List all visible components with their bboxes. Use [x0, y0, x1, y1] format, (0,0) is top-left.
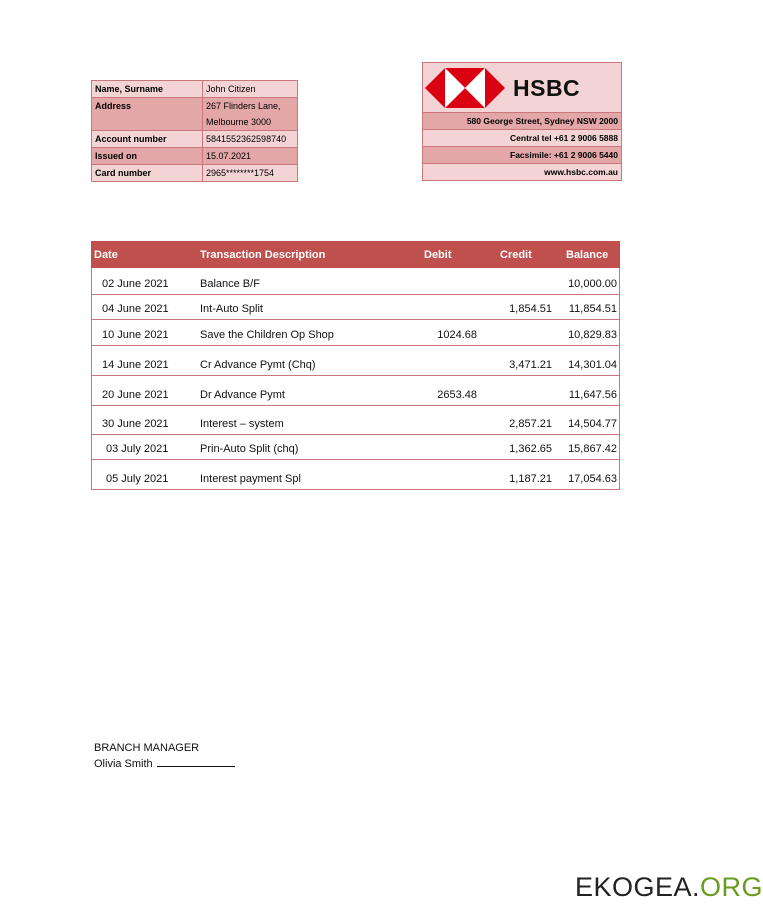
- bank-tel: Central tel +61 2 9006 5888: [423, 130, 621, 147]
- label: Address: [92, 98, 203, 130]
- row-description: Dr Advance Pymt: [200, 389, 285, 401]
- table-header: [91, 241, 620, 268]
- bank-address: 580 George Street, Sydney NSW 2000: [423, 113, 621, 130]
- hsbc-logo: [423, 63, 621, 113]
- row-balance: 10,829.83: [568, 329, 617, 341]
- table-row: [91, 406, 620, 435]
- row-balance: 14,504.77: [568, 418, 617, 430]
- row-description: Int-Auto Split: [200, 303, 263, 315]
- row-description: Cr Advance Pymt (Chq): [200, 359, 316, 371]
- row-debit: 2653.48: [437, 389, 477, 401]
- customer-info-table: [91, 80, 298, 182]
- header-debit: Debit: [424, 249, 452, 261]
- header-balance: Balance: [566, 249, 609, 261]
- row-date: 03 July 2021: [106, 443, 169, 455]
- row-date: 02 June 2021: [102, 278, 169, 290]
- row-credit: 2,857.21: [509, 418, 552, 430]
- label: Issued on: [92, 148, 203, 164]
- row-credit: 1,187.21: [509, 473, 552, 485]
- customer-name: John Citizen: [206, 84, 256, 94]
- row-date: 04 June 2021: [102, 303, 169, 315]
- address-line2: Melbourne 3000: [206, 117, 272, 127]
- signature-line: [157, 756, 235, 767]
- label: Card number: [92, 165, 203, 181]
- row-credit: 3,471.21: [509, 359, 552, 371]
- hexagon-logo-icon: [425, 68, 505, 108]
- row-description: Save the Children Op Shop: [200, 329, 334, 341]
- bank-website: www.hsbc.com.au: [423, 164, 621, 180]
- row-balance: 17,054.63: [568, 473, 617, 485]
- table-row: [91, 460, 620, 490]
- address-line1: 267 Flinders Lane,: [206, 101, 281, 111]
- row-description: Interest – system: [200, 418, 284, 430]
- row-description: Prin-Auto Split (chq): [200, 443, 299, 455]
- row-debit: 1024.68: [437, 329, 477, 341]
- row-credit: 1,854.51: [509, 303, 552, 315]
- watermark-suffix: ORG: [700, 872, 763, 902]
- row-date: 30 June 2021: [102, 418, 169, 430]
- watermark-main: EKOGEA.: [575, 872, 701, 902]
- bank-name: HSBC: [513, 75, 581, 101]
- row-date: 05 July 2021: [106, 473, 169, 485]
- card-number: 2965********1754: [206, 168, 275, 178]
- row-credit: 1,362.65: [509, 443, 552, 455]
- header-date: Date: [94, 249, 118, 261]
- row-balance: 10,000.00: [568, 278, 617, 290]
- row-balance: 14,301.04: [568, 359, 617, 371]
- bank-fax: Facsimile: +61 2 9006 5440: [423, 147, 621, 164]
- table-row: [91, 435, 620, 460]
- signature-title: BRANCH MANAGER: [94, 742, 200, 754]
- table-row: [91, 320, 620, 346]
- row-date: 20 June 2021: [102, 389, 169, 401]
- row-balance: 11,647.56: [568, 389, 617, 401]
- account-number: 5841552362598740: [206, 134, 287, 144]
- row-description: Balance B/F: [200, 278, 260, 290]
- header-credit: Credit: [500, 249, 532, 261]
- transactions-table: [91, 241, 620, 490]
- row-description: Interest payment Spl: [200, 473, 301, 485]
- table-row: [91, 268, 620, 295]
- header-description: Transaction Description: [200, 249, 326, 261]
- row-balance: 11,854.51: [568, 303, 617, 315]
- label: Name, Surname: [92, 81, 203, 97]
- signature-block: [94, 740, 235, 772]
- bank-info-box: [422, 62, 622, 181]
- row-date: 10 June 2021: [102, 329, 169, 341]
- issued-on: 15.07.2021: [206, 151, 252, 161]
- table-row: [91, 346, 620, 376]
- label: Account number: [92, 131, 203, 147]
- watermark: [575, 872, 763, 903]
- signature-name: Olivia Smith: [94, 758, 153, 770]
- table-row: [91, 376, 620, 406]
- row-date: 14 June 2021: [102, 359, 169, 371]
- row-balance: 15,867.42: [568, 443, 617, 455]
- table-row: [91, 295, 620, 320]
